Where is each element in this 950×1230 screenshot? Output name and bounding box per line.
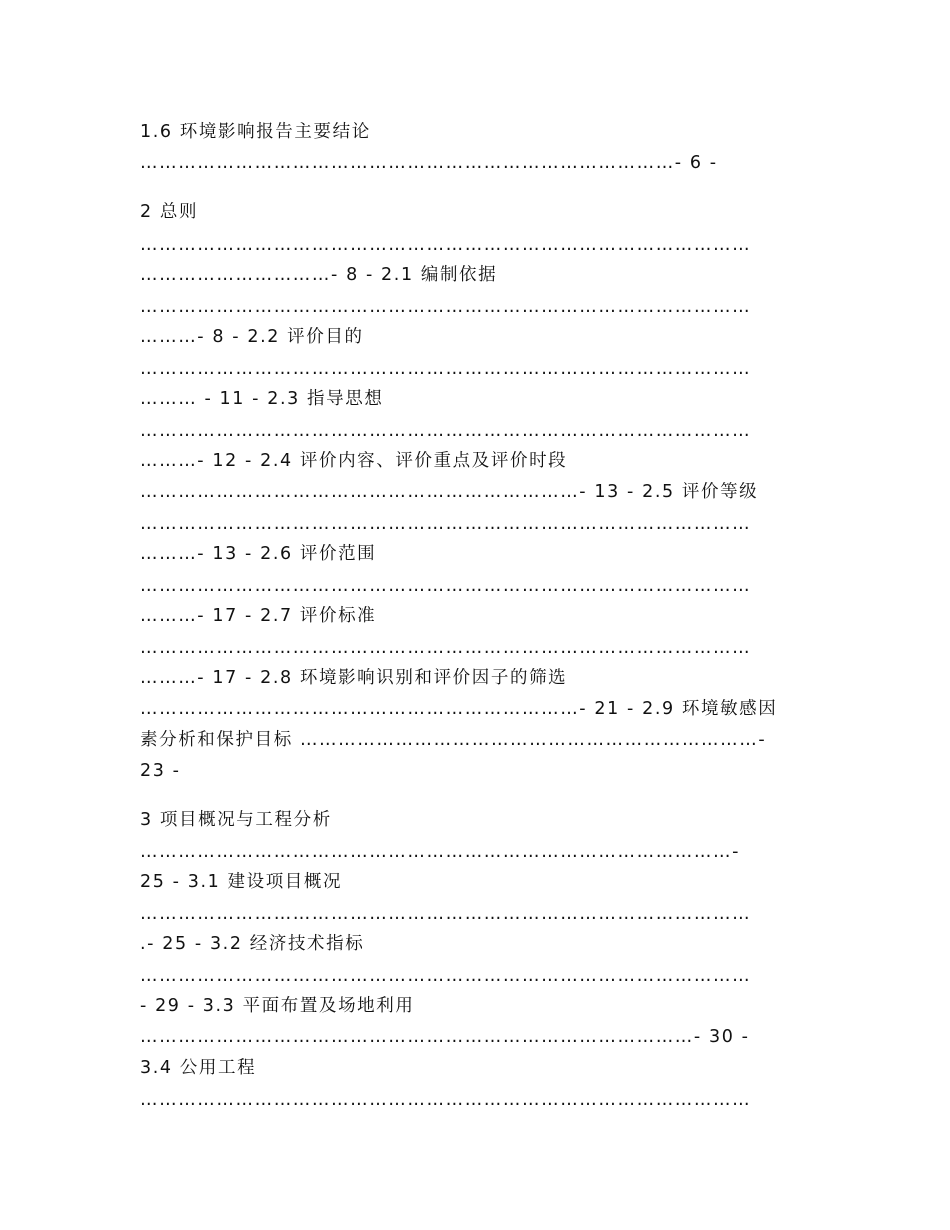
toc-entry-title: 素分析和保护目标 ………………………………………………………………-	[140, 730, 767, 750]
toc-entry-title: ………- 17 - 2.8 环境影响识别和评价因子的筛选	[140, 668, 568, 688]
toc-leader-line: ……………………………………………………………………………………	[140, 638, 752, 658]
toc-leader-line: …………………………………………………………………………………-	[140, 842, 741, 862]
toc-leader-line: ……………………………………………………………………………………	[140, 576, 752, 596]
toc-entry-title: ……………………………………………………………- 21 - 2.9 环境敏感因	[140, 699, 778, 719]
toc-entry-title: ……………………………………………………………………………- 30 -	[140, 1027, 750, 1047]
toc-leader-line: ……………………………………………………………………………………	[140, 359, 752, 379]
toc-entry-title: ……… - 11 - 2.3 指导思想	[140, 389, 384, 409]
toc-leader-line: ……………………………………………………………………………………	[140, 235, 752, 255]
toc-leader-line: ……………………………………………………………………………………	[140, 1090, 752, 1110]
toc-entry-title: 1.6 环境影响报告主要结论	[140, 122, 371, 142]
toc-entry-title: ……………………………………………………………- 13 - 2.5 评价等级	[140, 482, 759, 502]
toc-entry-title: ………- 17 - 2.7 评价标准	[140, 606, 377, 626]
toc-entry-title: .- 25 - 3.2 经济技术指标	[140, 934, 365, 954]
toc-entry-title: 3.4 公用工程	[140, 1058, 257, 1078]
toc-leader-line: ……………………………………………………………………………………	[140, 904, 752, 924]
toc-entry-title: ………- 13 - 2.6 评价范围	[140, 544, 377, 564]
toc-entry-title: 25 - 3.1 建设项目概况	[140, 872, 343, 892]
toc-entry-title: ………- 12 - 2.4 评价内容、评价重点及评价时段	[140, 451, 568, 471]
toc-leader-line: ……………………………………………………………………………………	[140, 421, 752, 441]
toc-entry-title: 23 -	[140, 761, 181, 781]
toc-leader-line: ……………………………………………………………………………………	[140, 297, 752, 317]
toc-entry-title: 3 项目概况与工程分析	[140, 810, 332, 830]
toc-entry-title: ………- 8 - 2.2 评价目的	[140, 327, 364, 347]
toc-leader-line: …………………………………………………………………………- 6 -	[140, 153, 718, 173]
toc-entry-title: …………………………- 8 - 2.1 编制依据	[140, 265, 498, 285]
toc-leader-line: ……………………………………………………………………………………	[140, 966, 752, 986]
toc-entry-title: 2 总则	[140, 202, 199, 222]
toc-leader-line: ……………………………………………………………………………………	[140, 514, 752, 534]
toc-entry-title: - 29 - 3.3 平面布置及场地利用	[140, 996, 415, 1016]
